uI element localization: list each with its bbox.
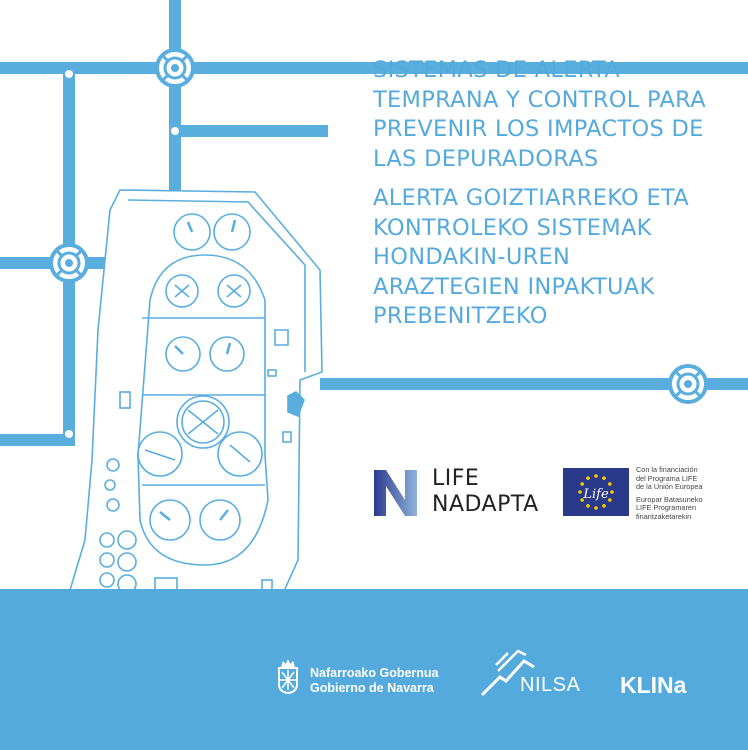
nadapta-logo-mark [374, 470, 417, 516]
title-eu-line: ARAZTEGIEN INPAKTUAK [373, 273, 655, 300]
eu-text-line: finantzaketarekin [636, 511, 692, 521]
eu-star [578, 490, 582, 494]
navarra-shield-icon [276, 658, 300, 694]
valve-icon [157, 50, 193, 86]
life-nadapta-logo [432, 466, 539, 518]
eu-star [586, 476, 590, 480]
life-label: LIFE [432, 466, 480, 491]
treatment-plant-drawing [70, 190, 322, 636]
title-es [373, 56, 733, 174]
eu-star [580, 482, 584, 486]
title-block [373, 56, 733, 332]
eu-text-line: del Programa LIFE [636, 473, 698, 483]
eu-star [594, 506, 598, 510]
valve-icon [670, 366, 706, 402]
gobierno-line: Gobierno de Navarra [310, 681, 434, 695]
klina-logo: KLINa [620, 672, 687, 698]
eu-star [610, 490, 614, 494]
nadapta-label: NADAPTA [432, 492, 539, 517]
title-es-line: LAS DEPURADORAS [373, 145, 599, 172]
title-eu-line: ALERTA GOIZTIARREKO ETA [373, 185, 690, 211]
eu-star [586, 504, 590, 508]
eu-text-line: LIFE Programaren [636, 503, 697, 513]
eu-star [602, 504, 606, 508]
nilsa-logo: NILSA [520, 674, 581, 696]
valve-icon [51, 245, 87, 281]
eu-flag-emblem [563, 468, 629, 516]
gobierno-navarra-logo [310, 666, 439, 696]
eu-text-line: Europar Batasuneko [636, 494, 703, 504]
eu-text-line: de la Unión Europea [636, 482, 703, 492]
title-eu-line: PREBENITZEKO [373, 303, 548, 329]
title-eu-line: HONDAKIN-UREN [373, 244, 571, 270]
title-es-line: TEMPRANA Y CONTROL PARA [373, 86, 706, 113]
eu-funding-text [636, 466, 703, 522]
title-eu [373, 184, 733, 332]
title-es-line: SISTEMAS DE ALERTA [373, 57, 621, 83]
eu-star [608, 482, 612, 486]
title-es-line: PREVENIR LOS IMPACTOS DE [373, 116, 704, 142]
eu-flag [563, 468, 629, 516]
gobierno-line: Nafarroako Gobernua [310, 666, 439, 680]
eu-star [594, 474, 598, 478]
life-flag-text: Life [583, 487, 609, 502]
title-eu-line: KONTROLEKO SISTEMAK [373, 214, 652, 241]
eu-text-line: Con la financiación [636, 465, 698, 474]
eu-star [602, 476, 606, 480]
